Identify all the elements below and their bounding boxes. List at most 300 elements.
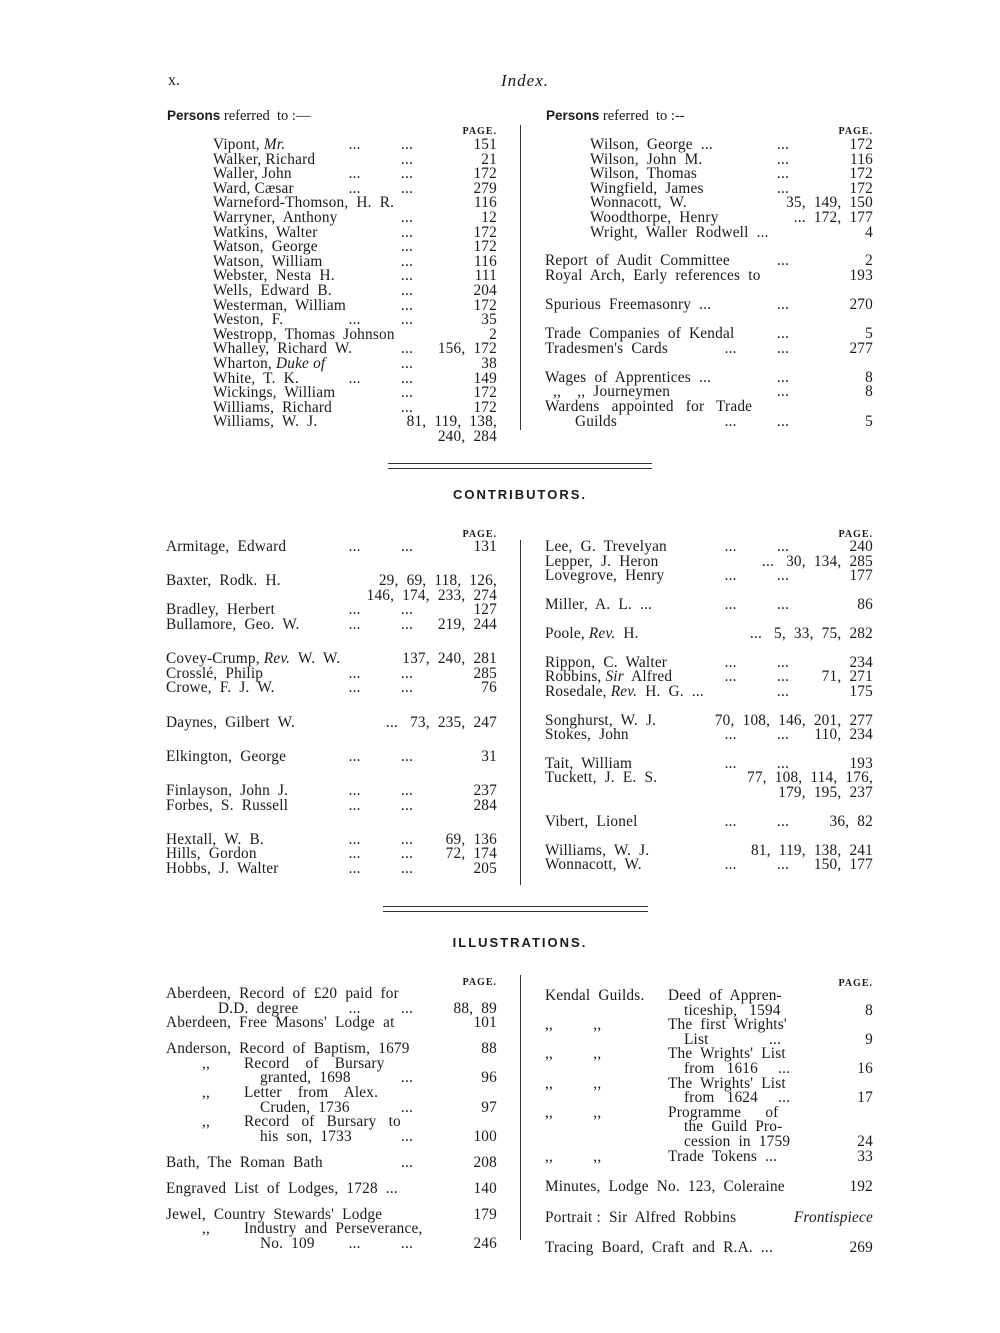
entry-text	[545, 569, 664, 584]
entry-name: granted, 1698	[260, 1069, 351, 1087]
leader-dots: ...	[400, 296, 413, 314]
entry-group	[545, 624, 873, 642]
page-number: 35	[481, 311, 497, 329]
leader-dots: ...	[400, 238, 413, 256]
leader-dots: ...	[400, 1153, 413, 1171]
page-number: 2	[865, 252, 873, 269]
entry-name: Stokes, John	[545, 726, 629, 744]
page-number: 205	[473, 859, 497, 877]
index-entry	[166, 987, 497, 1002]
entry-group	[166, 574, 497, 632]
page-number: 172	[473, 296, 497, 314]
page-number: 81, 119, 138, 241	[751, 841, 873, 859]
page-number: 69, 136	[445, 830, 497, 848]
entry-text	[166, 796, 289, 814]
entry-name: Baxter, Rodk. H.	[166, 572, 281, 590]
leader-dots: ...	[400, 354, 413, 372]
entry-name: Record of Bursary to	[244, 1113, 401, 1131]
entry-group	[166, 1153, 497, 1171]
entry-group	[166, 987, 497, 1031]
entry-name: Aberdeen, Free Masons' Lodge at	[166, 1014, 395, 1032]
entry-name-rest: H. G. ...	[637, 682, 704, 700]
entry-name: Vipont,	[213, 136, 264, 153]
entry-italic: Mr.	[263, 136, 286, 153]
entry-name: Record of Bursary	[244, 1054, 385, 1072]
leader-dots: ...	[385, 713, 399, 731]
entry-text	[166, 540, 286, 555]
leader-dots: ... ...	[348, 136, 413, 153]
persons-list-right	[590, 138, 873, 240]
leader-dots: ... ...	[348, 1234, 413, 1252]
entry-name: List ...	[684, 1030, 782, 1048]
entry-text	[545, 1180, 785, 1195]
page-label: PAGE.	[462, 977, 497, 988]
ditto-prefix: ,, ,,	[545, 1074, 602, 1092]
index-entry	[545, 266, 873, 284]
page-number: 237	[473, 781, 497, 799]
running-title: Index.	[500, 71, 549, 90]
leader-dots: ...	[400, 252, 413, 270]
leader-dots: ...	[761, 552, 775, 570]
leader-dots: ...	[776, 682, 789, 700]
page-number: 2	[489, 325, 497, 343]
entry-italic: Rev.	[263, 650, 291, 668]
entry-name: Anderson, Record of Baptism, 1679	[166, 1040, 410, 1058]
entry-name: Bullamore, Geo. W.	[166, 615, 300, 633]
index-entry	[166, 1153, 497, 1171]
page-number: 86	[857, 595, 873, 613]
entry-name: The Wrights' List	[668, 1074, 786, 1092]
page-number: 284	[473, 796, 497, 814]
page-number: 208	[473, 1153, 497, 1171]
leader-dots: ...	[776, 150, 789, 168]
entry-name: Aberdeen, Record of £20 paid for	[166, 985, 399, 1002]
page-number: 204	[473, 281, 497, 299]
index-entry	[545, 1241, 873, 1256]
entry-text	[545, 858, 642, 873]
leader-dots: ... ...	[724, 812, 789, 830]
page-number: 172	[473, 165, 497, 183]
leader-dots: ...	[776, 136, 789, 153]
entry-name: Guilds	[575, 412, 617, 430]
leader-dots: ... ...	[348, 369, 413, 387]
page-number: 9	[865, 1030, 873, 1048]
entry-group	[166, 540, 497, 555]
persons-heading-left	[167, 108, 310, 125]
entry-name: Wonnacott, W.	[590, 194, 687, 212]
page-number: 110, 234	[814, 726, 873, 744]
entry-group	[545, 254, 873, 283]
leader-dots: ... ...	[348, 179, 413, 197]
entry-name: The Wrights' List	[668, 1045, 786, 1063]
page-number: 179, 195, 237	[778, 784, 873, 802]
entry-name: Wilson, Thomas	[590, 165, 698, 183]
persons-list-left	[213, 138, 497, 444]
page-number: 193	[849, 754, 873, 772]
leader-dots: ... ...	[724, 339, 789, 357]
entry-text	[545, 624, 639, 642]
entry-text	[260, 1234, 315, 1252]
entry-name: Williams, Richard	[213, 398, 332, 416]
page-number: 16	[857, 1059, 873, 1077]
page-number: 8	[865, 1001, 873, 1019]
entry-name: Crowe, F. J. W.	[166, 679, 275, 697]
entry-group	[545, 368, 873, 430]
index-entry	[545, 1208, 873, 1226]
entry-name: Lovegrove, Henry	[545, 567, 665, 585]
entry-name: Robbins,	[545, 668, 606, 686]
ditto-prefix: ,,	[202, 1083, 211, 1101]
entry-text	[260, 1127, 352, 1145]
page-number: 30, 134, 285	[786, 552, 873, 570]
index-entry	[166, 796, 497, 814]
entry-text	[166, 859, 279, 877]
index-entry	[166, 747, 497, 765]
leader-dots: ... ...	[348, 859, 413, 877]
entry-name: Wilson, George ...	[590, 136, 713, 153]
index-entry	[545, 1147, 873, 1165]
index-entry	[545, 569, 873, 584]
entry-name: Crosslé, Philip	[166, 664, 264, 682]
page-number: 111	[474, 267, 497, 285]
entry-text	[545, 1241, 773, 1256]
entry-name: Tradesmen's Cards	[545, 339, 669, 357]
leader-dots: ...	[400, 281, 413, 299]
index-entry	[545, 295, 873, 313]
entry-name: Wells, Edward B.	[213, 281, 332, 299]
entry-italic: Sir	[605, 668, 624, 686]
entry-text	[668, 1147, 778, 1165]
entry-name: Bradley, Herbert	[166, 601, 276, 619]
leader-dots: ... ...	[348, 747, 413, 765]
leader-dots: ... ...	[348, 538, 413, 555]
index-entry	[213, 427, 497, 445]
leader-dots: ...	[400, 398, 413, 416]
contributors-title: CONTRIBUTORS.	[452, 487, 588, 502]
entry-name: Rippon, C. Walter	[545, 653, 668, 671]
page-number: 172	[473, 238, 497, 256]
page-number: 146, 174, 233, 274	[366, 586, 497, 604]
ditto-prefix: ,, ,,	[545, 1147, 602, 1165]
entry-name: ticeship, 1594	[684, 1001, 781, 1019]
index-entry	[166, 1222, 497, 1237]
entry-name: Songhurst, W. J.	[545, 711, 657, 729]
leader-dots: ... ...	[724, 653, 789, 671]
entry-group	[545, 595, 873, 613]
page-number: 192	[849, 1178, 873, 1196]
page-number: 24	[857, 1132, 873, 1150]
ditto-prefix: ,,	[202, 1220, 211, 1238]
entry-group	[166, 652, 497, 696]
entry-name: Jewel, Country Stewards' Lodge	[166, 1205, 383, 1223]
page-number: 116	[474, 252, 497, 270]
ditto-prefix: ,, ,,	[545, 1103, 602, 1121]
entry-name: Webster, Nesta H.	[213, 267, 335, 285]
leader-dots: ...	[776, 383, 789, 401]
index-entry	[545, 1180, 873, 1195]
leader-dots: ...	[776, 324, 789, 342]
page-number: 150, 177	[813, 856, 873, 874]
entry-italic: Rev.	[610, 682, 638, 700]
page-number: 156, 172	[437, 340, 497, 358]
entry-name: Williams, W. J.	[545, 841, 650, 859]
entry-name: his son, 1733	[260, 1127, 352, 1145]
entry-name: The first Wrights'	[668, 1016, 787, 1034]
index-entry	[545, 786, 873, 801]
entry-group	[545, 989, 873, 1164]
entry-name: Programme of	[668, 1103, 779, 1121]
entry-name: Miller, A. L. ...	[545, 595, 653, 613]
entry-name-rest: H.	[615, 624, 639, 642]
page-number: 21	[481, 150, 497, 168]
entry-name: Minutes, Lodge No. 123, Coleraine	[545, 1178, 785, 1196]
entry-name-rest: Alfred	[623, 668, 673, 686]
entry-name: Report of Audit Committee	[545, 252, 730, 269]
column-divider	[520, 975, 521, 1240]
entry-text	[545, 728, 629, 743]
index-entry	[166, 540, 497, 555]
page-number: 140	[473, 1179, 497, 1197]
entry-name: from 1616 ...	[684, 1059, 791, 1077]
page-number: 285	[473, 664, 497, 682]
page-label: PAGE.	[462, 126, 497, 137]
entry-name: Lepper, J. Heron	[545, 552, 659, 570]
page-number: 116	[850, 150, 873, 168]
page-number: 5	[865, 412, 873, 430]
ditto-prefix: ,, ,,	[545, 1045, 602, 1063]
index-entry	[545, 858, 873, 873]
leader-dots: ... ...	[724, 668, 789, 686]
page-number: 177	[849, 567, 873, 585]
leader-dots: ...	[400, 340, 413, 358]
page-number: 72, 174	[445, 845, 497, 863]
page-number: 81, 119, 138,	[406, 413, 497, 431]
ditto-prefix: Kendal Guilds.	[545, 987, 645, 1004]
entry-name: Letter from Alex.	[244, 1083, 379, 1101]
leader-dots: ... ...	[348, 845, 413, 863]
leader-dots: ... ...	[724, 595, 789, 613]
page-number: 8	[865, 368, 873, 386]
index-entry	[166, 1179, 497, 1197]
entry-name: Whalley, Richard W.	[213, 340, 353, 358]
double-rule	[388, 463, 652, 469]
entry-name: Trade Tokens ...	[668, 1147, 778, 1165]
entry-group	[166, 781, 497, 814]
entry-name: Walker, Richard	[213, 150, 316, 168]
illustrations-title: ILLUSTRATIONS.	[452, 935, 588, 950]
entry-name: the Guild Pro-	[684, 1118, 783, 1136]
index-entry	[166, 713, 497, 731]
entry-name: Warneford-Thomson, H. R.	[213, 194, 395, 212]
entry-name: Wonnacott, W.	[545, 856, 642, 874]
page-number: 29, 69, 118, 126,	[378, 572, 497, 590]
page-label: PAGE.	[838, 978, 873, 989]
leader-dots: ... ...	[348, 830, 413, 848]
entry-group	[545, 1241, 873, 1256]
page-number: 31	[481, 747, 497, 765]
entry-name: Tait, William	[545, 754, 633, 772]
entry-name: Wardens appointed for Trade	[545, 397, 753, 415]
page-number: 73, 235, 247	[410, 713, 497, 731]
double-rule	[383, 906, 648, 912]
index-entry	[545, 339, 873, 357]
page-number: 76	[481, 679, 497, 697]
entry-name: Westerman, William	[213, 296, 346, 314]
entry-name: Deed of Appren-	[668, 987, 782, 1004]
page-number: 179	[473, 1205, 497, 1223]
entry-text	[166, 747, 287, 765]
entry-text	[213, 415, 317, 430]
entry-text	[545, 812, 638, 830]
page-number: 193	[849, 266, 873, 284]
entry-group	[166, 747, 497, 765]
page-number: ... 172, 177	[793, 208, 873, 226]
entry-text	[545, 295, 712, 313]
entry-text	[166, 1153, 323, 1171]
page-label: PAGE.	[838, 126, 873, 137]
entry-name: Wilson, John M.	[590, 150, 703, 168]
page-number: 172	[473, 398, 497, 416]
entry-name: Tuckett, J. E. S.	[545, 769, 658, 787]
leader-dots: ...	[776, 165, 789, 183]
entry-text	[166, 574, 281, 589]
page-number: 8	[865, 383, 873, 401]
entry-name: Hills, Gordon	[166, 845, 257, 863]
leader-dots: ... ...	[348, 615, 413, 633]
index-entry	[545, 728, 873, 743]
entry-group	[166, 713, 497, 731]
leader-dots: ... ...	[348, 311, 413, 329]
page-number: 172	[473, 223, 497, 241]
leader-dots: ... ...	[724, 856, 789, 874]
entry-name: Cruden, 1736	[260, 1098, 350, 1116]
leader-dots: ...	[400, 1098, 413, 1116]
entry-name: Finlayson, John J.	[166, 781, 289, 799]
page-number: 131	[473, 538, 497, 555]
entry-name: Watson, George	[213, 238, 318, 256]
leader-dots: ... ...	[348, 601, 413, 619]
illustrations-list-left	[166, 987, 497, 1251]
page-number: 97	[481, 1098, 497, 1116]
page-number: 240, 284	[437, 427, 497, 445]
index-entry	[166, 1016, 497, 1031]
entry-group	[545, 295, 873, 313]
entry-name: Lee, G. Trevelyan	[545, 538, 667, 555]
page-number: 246	[473, 1234, 497, 1252]
page-number: 88, 89	[453, 999, 497, 1017]
leader-dots: ... ...	[724, 567, 789, 585]
entry-name: Tracing Board, Craft and R.A. ...	[545, 1239, 773, 1257]
leader-dots: ... ...	[348, 781, 413, 799]
page-number: 277	[849, 339, 873, 357]
entry-name: Spurious Freemasonry ...	[545, 295, 712, 313]
entry-text	[545, 595, 653, 613]
page-label: PAGE.	[462, 529, 497, 540]
page-number: 38	[481, 354, 497, 372]
page-number: 219, 244	[437, 615, 497, 633]
entry-name: D.D. degree	[218, 999, 299, 1017]
entry-name: ,, ,, Journeymen	[545, 383, 671, 401]
page-folio: x.	[168, 72, 180, 89]
leader-dots: ... ...	[348, 664, 413, 682]
index-entry	[166, 1234, 497, 1252]
leader-dots: ...	[776, 252, 789, 269]
entry-name-rest: W. W.	[290, 650, 341, 668]
entry-group	[545, 1180, 873, 1195]
leader-dots: ...	[400, 267, 413, 285]
heading-bold: Persons	[167, 108, 221, 123]
entry-group	[545, 812, 873, 830]
index-entry	[545, 595, 873, 613]
page-number: 172	[473, 384, 497, 402]
page-number: 5	[865, 324, 873, 342]
index-entry	[545, 624, 873, 642]
leader-dots: ... ...	[724, 726, 789, 744]
index-entry	[545, 812, 873, 830]
ditto-prefix: ,,	[202, 1054, 211, 1072]
index-entry	[590, 223, 873, 241]
leader-dots: ...	[776, 295, 789, 313]
contributors-list-right	[545, 540, 873, 873]
entry-group	[166, 1042, 497, 1144]
leader-dots: ...	[776, 368, 789, 386]
column-divider	[520, 540, 521, 885]
page-reference: Frontispiece	[793, 1208, 873, 1226]
entry-text	[545, 339, 669, 357]
heading-rest: referred to :—	[220, 108, 311, 124]
entry-name: Wright, Waller Rodwell ...	[590, 223, 769, 241]
entry-italic: Duke of	[275, 354, 326, 372]
entry-name: Watkins, Walter	[213, 223, 318, 241]
entry-name: Wharton,	[213, 354, 276, 372]
entry-name: Vibert, Lionel	[545, 812, 638, 830]
entry-name: No. 109	[260, 1234, 315, 1252]
page-number: 172	[849, 136, 873, 153]
ditto-prefix: ,, ,,	[545, 1016, 602, 1034]
index-entry	[545, 682, 873, 700]
entry-name: Waller, John	[213, 165, 292, 183]
entry-name: Watson, William	[213, 252, 323, 270]
page-number: 240	[849, 538, 873, 555]
page-number: 17	[857, 1089, 873, 1107]
leader-dots: ... ...	[348, 165, 413, 183]
persons-heading-right	[546, 108, 685, 125]
entry-name: Ward, Cæsar	[213, 179, 294, 197]
entry-group	[545, 540, 873, 584]
entry-text	[545, 266, 761, 284]
index-entry	[166, 859, 497, 877]
entry-text	[166, 1016, 395, 1031]
page-number: 172	[849, 165, 873, 183]
page-number: 279	[473, 179, 497, 197]
entry-name: Poole,	[545, 624, 589, 642]
leader-dots: ... ...	[724, 412, 789, 430]
entry-name: Wickings, William	[213, 384, 336, 402]
page-number: 96	[481, 1069, 497, 1087]
heading-bold: Persons	[546, 108, 600, 123]
entry-name: Forbes, S. Russell	[166, 796, 289, 814]
entry-text	[590, 223, 769, 241]
leader-dots: ...	[400, 1069, 413, 1087]
page-number: 116	[474, 194, 497, 212]
entry-group	[166, 1205, 497, 1252]
leader-dots: ...	[400, 1127, 413, 1145]
index-entry	[545, 412, 873, 430]
entry-name: Wages of Apprentices ...	[545, 368, 712, 386]
entry-name: Weston, F.	[213, 311, 284, 329]
entry-text	[545, 771, 657, 786]
entry-name: Daynes, Gilbert W.	[166, 713, 295, 731]
